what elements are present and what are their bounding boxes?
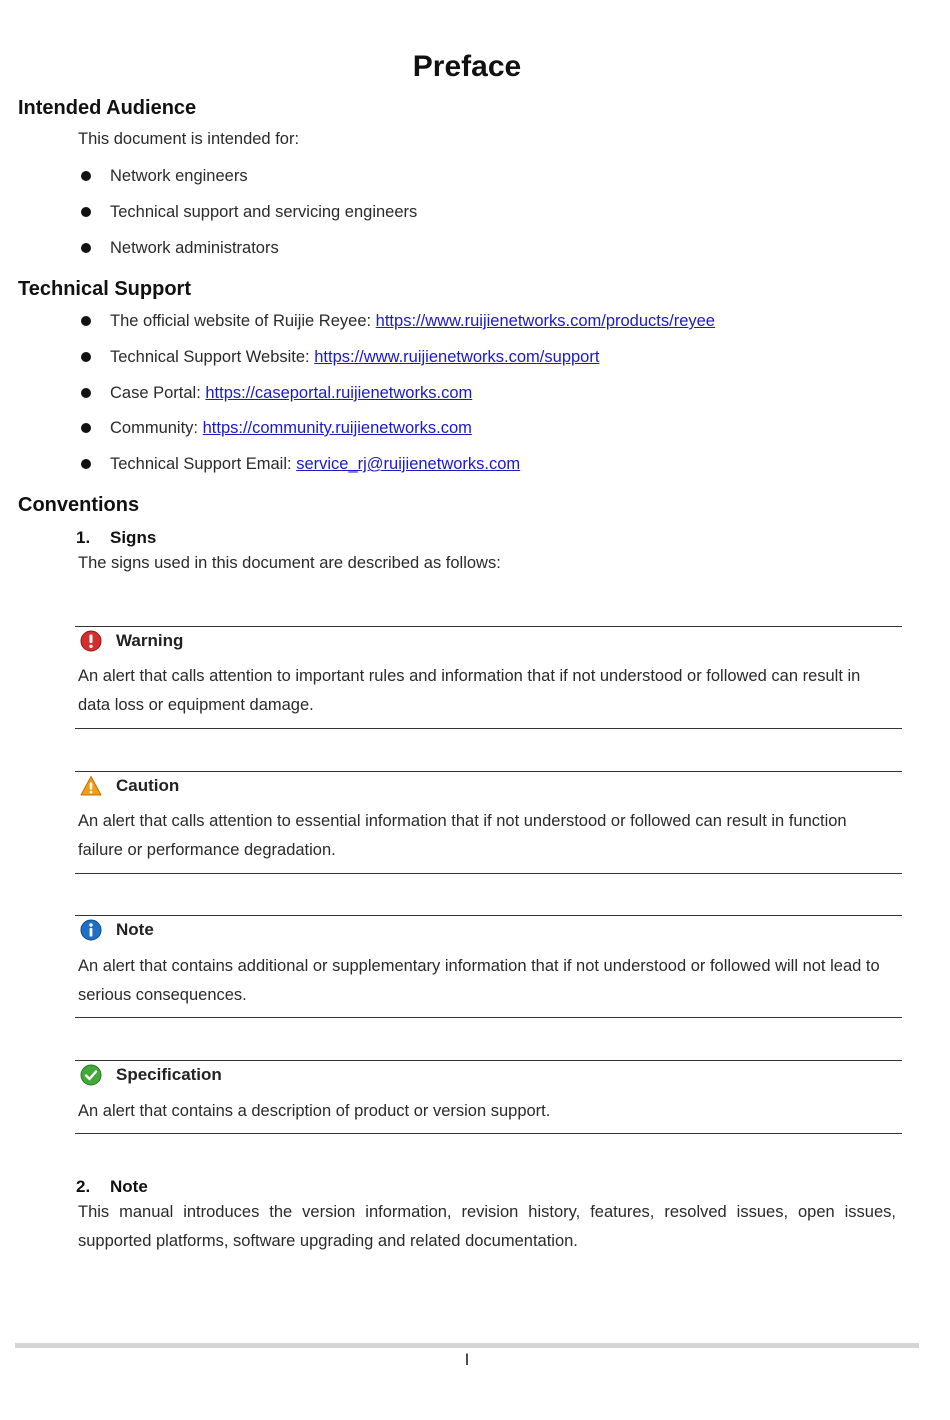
section-number: 2.	[76, 1177, 91, 1196]
caution-alert-text: An alert that calls attention to essential information that if not understood or followed can result in function failure or performance degradation.	[78, 812, 847, 859]
support-label: Case Portal:	[110, 384, 206, 402]
check-icon	[80, 1064, 102, 1086]
alert-bottom-rule	[75, 728, 902, 729]
support-website-link[interactable]: https://www.ruijienetworks.com/support	[314, 348, 600, 366]
signs-intro: The signs used in this document are described as follows:	[78, 554, 501, 572]
warning-icon	[80, 630, 102, 652]
bullet-icon	[81, 316, 91, 326]
note-paragraph: This manual introduces the version information, revision history, features, resolved issues, open issues, supported platforms, software upgrading and related documentation.	[78, 1203, 896, 1250]
section-title: Note	[110, 1177, 148, 1196]
support-label: The official website of Ruijie Reyee:	[110, 312, 376, 330]
bullet-icon	[81, 243, 91, 253]
intended-audience-intro: This document is intended for:	[78, 130, 300, 148]
alert-top-rule	[75, 626, 902, 627]
support-email-link[interactable]: service_rj@ruijienetworks.com	[296, 455, 521, 473]
bullet-icon	[81, 388, 91, 398]
support-label: Community:	[110, 419, 203, 437]
caution-icon	[80, 775, 102, 797]
page-title: Preface	[412, 50, 522, 83]
alert-bottom-rule	[75, 1133, 902, 1134]
conventions-heading: Conventions	[18, 494, 140, 516]
bullet-icon	[81, 423, 91, 433]
section-title: Signs	[110, 528, 157, 547]
case-portal-link[interactable]: https://caseportal.ruijienetworks.com	[205, 384, 473, 402]
bullet-icon	[81, 352, 91, 362]
alert-bottom-rule	[75, 1017, 902, 1018]
note-alert-text: An alert that contains additional or supplementary information that if not understood or followed will not lead to serious consequences.	[78, 957, 880, 1004]
reyee-website-link[interactable]: https://www.ruijienetworks.com/products/reyee	[375, 312, 715, 330]
support-label: Technical Support Website:	[110, 348, 315, 366]
intended-audience-heading: Intended Audience	[18, 97, 197, 119]
info-icon	[80, 919, 102, 941]
page-number: I	[464, 1350, 470, 1369]
alert-top-rule	[75, 1060, 902, 1061]
note-subheading	[76, 1177, 148, 1197]
bullet-icon	[81, 207, 91, 217]
section-number: 1.	[76, 528, 91, 547]
community-link[interactable]: https://community.ruijienetworks.com	[202, 419, 472, 437]
alert-top-rule	[75, 771, 902, 772]
signs-subheading	[76, 528, 156, 548]
bullet-icon	[81, 171, 91, 181]
footer-divider	[15, 1343, 919, 1348]
technical-support-heading: Technical Support	[18, 278, 191, 300]
alert-bottom-rule	[75, 873, 902, 874]
warning-alert-text: An alert that calls attention to important rules and information that if not understood or followed can result in data loss or equipment damage.	[78, 667, 861, 714]
alert-top-rule	[75, 915, 902, 916]
specification-alert-text: An alert that contains a description of product or version support.	[78, 1102, 551, 1120]
bullet-icon	[81, 459, 91, 469]
support-label: Technical Support Email:	[110, 455, 297, 473]
